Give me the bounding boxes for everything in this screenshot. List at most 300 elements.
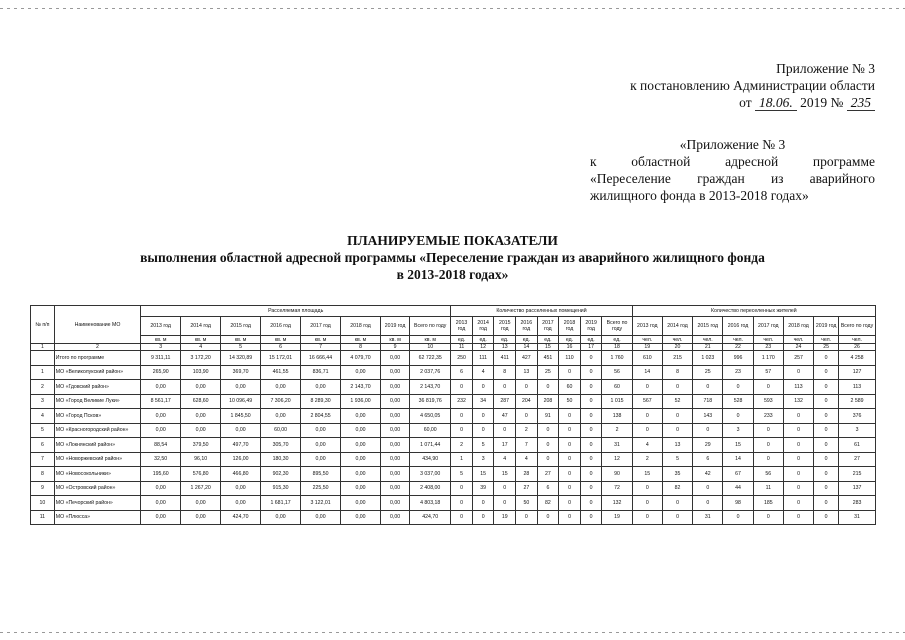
rooms-cell: 0 (580, 467, 602, 482)
area-cell: 1 071,44 (410, 438, 451, 453)
area-year-header: 2015 год (221, 317, 261, 336)
rooms-cell: 0 (537, 380, 559, 395)
rooms-cell: 47 (494, 409, 516, 424)
people-cell: 0 (783, 467, 813, 482)
column-number: 3 (141, 344, 181, 351)
people-year-header: 2016 год (723, 317, 753, 336)
rooms-cell: 8 (494, 365, 516, 380)
area-cell: 424,70 (410, 510, 451, 525)
people-cell: 0 (753, 380, 783, 395)
area-unit-header: кв. м (341, 336, 381, 344)
municipality-name: МО «Гдовский район» (54, 380, 140, 395)
area-cell: 0,00 (301, 452, 341, 467)
area-cell: 0,00 (381, 496, 410, 511)
people-cell: 0 (753, 510, 783, 525)
rooms-cell: 411 (494, 351, 516, 366)
people-unit-header: чел. (839, 336, 876, 344)
people-year-header: 2017 год (753, 317, 783, 336)
area-cell: 369,70 (221, 365, 261, 380)
area-cell: 0,00 (381, 365, 410, 380)
people-cell: 57 (753, 365, 783, 380)
people-cell: 0 (753, 423, 783, 438)
header-row-column-numbers (31, 344, 876, 351)
people-cell: 610 (632, 351, 662, 366)
people-cell: 0 (814, 394, 839, 409)
area-cell: 0,00 (341, 481, 381, 496)
rooms-cell: 27 (516, 481, 538, 496)
annex-date-line (590, 94, 875, 111)
rooms-unit-header: ед. (580, 336, 602, 344)
people-year-header: 2013 год (632, 317, 662, 336)
rooms-cell: 0 (472, 380, 494, 395)
area-cell: 0,00 (381, 423, 410, 438)
people-unit-header: чел. (662, 336, 692, 344)
header-area: Расселяемая площадь (141, 306, 451, 317)
table-body (31, 351, 876, 525)
area-cell: 0,00 (181, 496, 221, 511)
table-row (31, 365, 876, 380)
area-year-header: 2013 год (141, 317, 181, 336)
area-cell: 0,00 (181, 409, 221, 424)
people-cell: 0 (753, 438, 783, 453)
people-cell: 593 (753, 394, 783, 409)
municipality-name: МО «Город Великие Луки» (54, 394, 140, 409)
rooms-cell: 451 (537, 351, 559, 366)
people-cell: 0 (662, 409, 692, 424)
municipality-name: МО «Новоржевский район» (54, 452, 140, 467)
area-cell: 180,30 (261, 452, 301, 467)
people-cell: 0 (723, 380, 753, 395)
rooms-cell: 0 (537, 452, 559, 467)
rooms-cell: 56 (602, 365, 632, 380)
rooms-cell: 31 (602, 438, 632, 453)
area-cell: 225,50 (301, 481, 341, 496)
people-cell: 132 (783, 394, 813, 409)
column-number: 26 (839, 344, 876, 351)
rooms-cell: 0 (537, 510, 559, 525)
people-cell: 3 (723, 423, 753, 438)
people-cell: 215 (839, 467, 876, 482)
table-row (31, 452, 876, 467)
people-cell: 0 (783, 481, 813, 496)
rooms-cell: 208 (537, 394, 559, 409)
rooms-cell: 2 (451, 438, 473, 453)
table-row (31, 423, 876, 438)
area-cell: 62 722,35 (410, 351, 451, 366)
area-cell: 0,00 (141, 423, 181, 438)
rooms-year-header: Всего по году (602, 317, 632, 336)
rooms-cell: 50 (559, 394, 581, 409)
rooms-cell: 34 (472, 394, 494, 409)
people-year-header: 2019 год (814, 317, 839, 336)
people-cell: 0 (814, 467, 839, 482)
column-number: 9 (381, 344, 410, 351)
row-number: 6 (31, 438, 55, 453)
area-cell: 0,00 (141, 409, 181, 424)
people-cell: 61 (839, 438, 876, 453)
people-cell: 4 (632, 438, 662, 453)
people-year-header: 2018 год (783, 317, 813, 336)
rooms-cell: 0 (559, 496, 581, 511)
annex-line-2: к постановлению Администрации области (630, 78, 875, 93)
area-cell: 0,00 (261, 409, 301, 424)
area-year-header: 2014 год (181, 317, 221, 336)
handwritten-date: 18.06. (755, 95, 797, 111)
area-cell: 424,70 (221, 510, 261, 525)
header-row-years (31, 317, 876, 336)
area-cell: 0,00 (381, 438, 410, 453)
area-unit-header: кв. м (141, 336, 181, 344)
column-number: 23 (753, 344, 783, 351)
area-cell: 96,10 (181, 452, 221, 467)
people-cell: 15 (632, 467, 662, 482)
rooms-cell: 0 (472, 496, 494, 511)
column-number: 16 (559, 344, 581, 351)
rooms-year-header: 2018 год (559, 317, 581, 336)
area-cell: 0,00 (341, 510, 381, 525)
header-row-units (31, 336, 876, 344)
rooms-cell: 0 (580, 510, 602, 525)
people-cell: 2 (632, 452, 662, 467)
people-cell: 528 (723, 394, 753, 409)
area-cell: 32,50 (141, 452, 181, 467)
header-people: Количество переселенных жителей (632, 306, 875, 317)
area-cell: 9 311,11 (141, 351, 181, 366)
table-row (31, 467, 876, 482)
area-cell: 0,00 (301, 510, 341, 525)
rooms-cell: 0 (451, 380, 473, 395)
people-cell: 0 (783, 496, 813, 511)
people-cell: 996 (723, 351, 753, 366)
people-cell: 0 (783, 452, 813, 467)
area-cell: 576,80 (181, 467, 221, 482)
people-cell: 143 (693, 409, 723, 424)
people-cell: 35 (662, 467, 692, 482)
rooms-cell: 0 (451, 423, 473, 438)
area-cell: 0,00 (301, 380, 341, 395)
rooms-unit-header: ед. (602, 336, 632, 344)
program-annex-line-4: жилищного фонда в 2013-2018 годах» (590, 188, 809, 203)
area-cell: 10 096,49 (221, 394, 261, 409)
people-cell: 11 (753, 481, 783, 496)
rooms-cell: 0 (580, 365, 602, 380)
people-cell: 14 (723, 452, 753, 467)
row-number: 5 (31, 423, 55, 438)
area-cell: 379,50 (181, 438, 221, 453)
handwritten-number: 235 (847, 95, 875, 111)
area-cell: 1 936,00 (341, 394, 381, 409)
annex-line-1: Приложение № 3 (776, 61, 875, 76)
rooms-cell: 0 (516, 510, 538, 525)
area-cell: 0,00 (381, 409, 410, 424)
area-cell: 902,30 (261, 467, 301, 482)
area-cell: 0,00 (341, 452, 381, 467)
rooms-cell: 0 (494, 380, 516, 395)
area-cell: 4 650,05 (410, 409, 451, 424)
people-cell: 0 (693, 496, 723, 511)
area-unit-header: кв. м (301, 336, 341, 344)
rooms-cell: 2 (516, 423, 538, 438)
people-cell: 376 (839, 409, 876, 424)
area-cell: 16 666,44 (301, 351, 341, 366)
people-cell: 6 (693, 452, 723, 467)
people-cell: 0 (632, 510, 662, 525)
column-number: 4 (181, 344, 221, 351)
people-cell: 23 (723, 365, 753, 380)
rooms-cell: 3 (472, 452, 494, 467)
area-cell: 103,90 (181, 365, 221, 380)
area-cell: 0,00 (381, 467, 410, 482)
rooms-cell: 0 (494, 423, 516, 438)
rooms-cell: 427 (516, 351, 538, 366)
table-row (31, 351, 876, 366)
people-cell: 0 (814, 438, 839, 453)
people-cell: 0 (814, 510, 839, 525)
header-row-groups (31, 306, 876, 317)
row-number (31, 351, 55, 366)
column-number: 21 (693, 344, 723, 351)
column-number: 14 (516, 344, 538, 351)
rooms-year-header: 2014 год (472, 317, 494, 336)
rooms-cell: 19 (602, 510, 632, 525)
indicators-table-wrapper (30, 305, 876, 525)
row-number: 3 (31, 394, 55, 409)
rooms-cell: 0 (580, 481, 602, 496)
rooms-cell: 15 (494, 467, 516, 482)
people-cell: 31 (693, 510, 723, 525)
rooms-cell: 0 (559, 423, 581, 438)
area-cell: 305,70 (261, 438, 301, 453)
people-cell: 113 (783, 380, 813, 395)
area-cell: 0,00 (181, 510, 221, 525)
people-year-header: Всего по году (839, 317, 876, 336)
area-cell: 2 804,55 (301, 409, 341, 424)
area-cell: 434,90 (410, 452, 451, 467)
rooms-unit-header: ед. (451, 336, 473, 344)
people-cell: 0 (632, 481, 662, 496)
rooms-cell: 0 (580, 423, 602, 438)
from-label: от (739, 95, 752, 110)
column-number: 5 (221, 344, 261, 351)
area-cell: 1 267,20 (181, 481, 221, 496)
row-number: 8 (31, 467, 55, 482)
people-cell: 257 (783, 351, 813, 366)
column-number: 8 (341, 344, 381, 351)
rooms-cell: 4 (494, 452, 516, 467)
area-cell: 0,00 (261, 510, 301, 525)
row-number: 7 (31, 452, 55, 467)
rooms-cell: 110 (559, 351, 581, 366)
rooms-cell: 1 (451, 452, 473, 467)
row-number: 1 (31, 365, 55, 380)
people-unit-header: чел. (753, 336, 783, 344)
area-cell: 2 037,76 (410, 365, 451, 380)
people-cell: 2 589 (839, 394, 876, 409)
rooms-cell: 0 (559, 481, 581, 496)
rooms-cell: 0 (494, 481, 516, 496)
area-unit-header: кв. м (221, 336, 261, 344)
area-cell: 2 143,70 (341, 380, 381, 395)
rooms-cell: 39 (472, 481, 494, 496)
area-cell: 0,00 (381, 481, 410, 496)
municipality-name: МО «Великолукский район» (54, 365, 140, 380)
area-cell: 265,90 (141, 365, 181, 380)
row-number: 9 (31, 481, 55, 496)
people-cell: 0 (783, 409, 813, 424)
scan-edge-top (0, 8, 905, 9)
row-number: 11 (31, 510, 55, 525)
people-cell: 0 (783, 510, 813, 525)
area-cell: 1 681,17 (261, 496, 301, 511)
area-cell: 2 408,00 (410, 481, 451, 496)
people-unit-header: чел. (723, 336, 753, 344)
area-cell: 0,00 (141, 510, 181, 525)
area-cell: 0,00 (141, 496, 181, 511)
table-row (31, 438, 876, 453)
people-cell: 1 170 (753, 351, 783, 366)
rooms-year-header: 2019 год (580, 317, 602, 336)
area-cell: 3 037,00 (410, 467, 451, 482)
rooms-cell: 0 (580, 351, 602, 366)
people-cell: 13 (662, 438, 692, 453)
people-cell: 15 (723, 438, 753, 453)
people-cell: 3 (839, 423, 876, 438)
people-cell: 0 (662, 496, 692, 511)
people-cell: 0 (632, 409, 662, 424)
people-cell: 0 (814, 452, 839, 467)
people-cell: 127 (839, 365, 876, 380)
area-unit-header: кв. м (381, 336, 410, 344)
area-cell: 895,50 (301, 467, 341, 482)
rooms-cell: 0 (537, 423, 559, 438)
rooms-cell: 13 (516, 365, 538, 380)
column-number: 19 (632, 344, 662, 351)
rooms-cell: 0 (580, 394, 602, 409)
people-cell: 8 (662, 365, 692, 380)
area-cell: 0,00 (301, 423, 341, 438)
table-row (31, 481, 876, 496)
people-cell: 718 (693, 394, 723, 409)
rooms-cell: 0 (472, 423, 494, 438)
area-cell: 15 172,01 (261, 351, 301, 366)
rooms-cell: 0 (559, 409, 581, 424)
area-unit-header: кв. м (181, 336, 221, 344)
area-cell: 0,00 (221, 423, 261, 438)
people-cell: 0 (814, 351, 839, 366)
area-cell: 0,00 (261, 380, 301, 395)
rooms-cell: 0 (580, 496, 602, 511)
table-row (31, 394, 876, 409)
rooms-cell: 5 (472, 438, 494, 453)
annex-header (590, 60, 875, 111)
people-cell: 0 (662, 380, 692, 395)
rooms-cell: 7 (516, 438, 538, 453)
municipality-name: МО «Островский район» (54, 481, 140, 496)
rooms-cell: 50 (516, 496, 538, 511)
rooms-cell: 19 (494, 510, 516, 525)
rooms-cell: 0 (451, 481, 473, 496)
area-cell: 0,00 (301, 438, 341, 453)
area-year-header: Всего по году (410, 317, 451, 336)
program-annex-line-1: «Приложение № 3 (679, 137, 786, 152)
rooms-cell: 82 (537, 496, 559, 511)
document-title (80, 232, 825, 283)
rooms-cell: 250 (451, 351, 473, 366)
rooms-cell: 0 (451, 496, 473, 511)
people-cell: 0 (783, 423, 813, 438)
people-cell: 215 (662, 351, 692, 366)
title-line-2: выполнения областной адресной программы «Переселение граждан из аварийного жилищного фонда (140, 250, 765, 265)
rooms-cell: 0 (559, 438, 581, 453)
people-cell: 185 (753, 496, 783, 511)
people-cell: 27 (839, 452, 876, 467)
program-annex-header (590, 136, 875, 204)
area-year-header: 2017 год (301, 317, 341, 336)
people-cell: 0 (814, 380, 839, 395)
rooms-cell: 5 (451, 467, 473, 482)
column-number: 20 (662, 344, 692, 351)
rooms-cell: 28 (516, 467, 538, 482)
header-num: № п/п (31, 306, 55, 344)
area-cell: 1 845,50 (221, 409, 261, 424)
people-cell: 31 (839, 510, 876, 525)
area-cell: 8 561,17 (141, 394, 181, 409)
area-cell: 8 289,30 (301, 394, 341, 409)
table-row (31, 496, 876, 511)
people-cell: 67 (723, 467, 753, 482)
area-cell: 2 143,70 (410, 380, 451, 395)
column-number: 24 (783, 344, 813, 351)
rooms-cell: 287 (494, 394, 516, 409)
rooms-year-header: 2015 год (494, 317, 516, 336)
rooms-cell: 60 (602, 380, 632, 395)
people-cell: 0 (814, 481, 839, 496)
area-cell: 88,54 (141, 438, 181, 453)
rooms-cell: 15 (472, 467, 494, 482)
people-cell: 0 (814, 423, 839, 438)
rooms-unit-header: ед. (516, 336, 538, 344)
rooms-cell: 0 (451, 409, 473, 424)
rooms-cell: 132 (602, 496, 632, 511)
rooms-cell: 0 (559, 510, 581, 525)
area-cell: 0,00 (181, 423, 221, 438)
rooms-cell: 0 (580, 380, 602, 395)
area-cell: 461,55 (261, 365, 301, 380)
people-cell: 44 (723, 481, 753, 496)
rooms-cell: 6 (537, 481, 559, 496)
area-cell: 0,00 (141, 380, 181, 395)
column-number: 17 (580, 344, 602, 351)
column-number: 12 (472, 344, 494, 351)
people-cell: 29 (693, 438, 723, 453)
rooms-cell: 91 (537, 409, 559, 424)
rooms-cell: 0 (472, 510, 494, 525)
people-cell: 113 (839, 380, 876, 395)
municipality-name: МО «Локнянский район» (54, 438, 140, 453)
rooms-year-header: 2013 год (451, 317, 473, 336)
area-cell: 0,00 (381, 394, 410, 409)
year-label: 2019 № (800, 95, 844, 110)
column-number: 18 (602, 344, 632, 351)
scan-edge-bottom (0, 632, 905, 633)
people-cell: 14 (632, 365, 662, 380)
area-cell: 0,00 (141, 481, 181, 496)
area-cell: 0,00 (341, 409, 381, 424)
people-cell: 0 (814, 496, 839, 511)
municipality-name: Итого по программе (54, 351, 140, 366)
people-cell: 0 (783, 365, 813, 380)
area-year-header: 2018 год (341, 317, 381, 336)
